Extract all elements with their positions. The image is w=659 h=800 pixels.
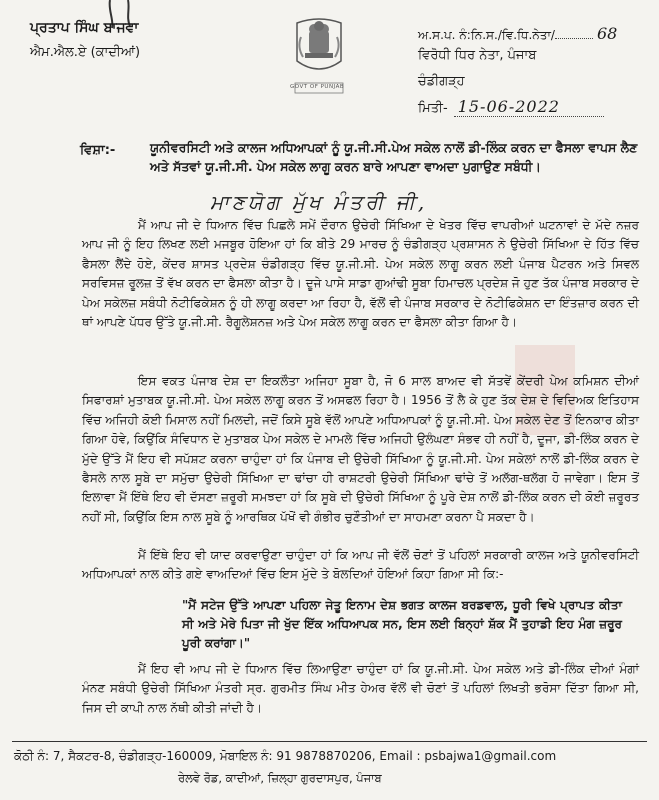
body-paragraph-3-text: ਮੈਂ ਇੱਥੇ ਇਹ ਵੀ ਯਾਦ ਕਰਵਾਉਣਾ ਚਾਹੁੰਦਾ ਹਾਂ ਕਿ ਆਪ ਜੀ ਵੱਲੋਂ ਚੋਣਾਂ ਤੋਂ ਪਹਿਲਾਂ ਸਰਕਾਰੀ ਕਾਲਜ ਅਤੇ ਯੂਨੀਵਰਸਿਟੀ ਅਧਿਆਪਕਾਂ ਨਾਲ ਕੀਤੇ ਗਏ ਵਾਅਦਿਆਂ ਵਿੱਚ ਇਸ ਮੁੱਦੇ ਤੇ ਬੋਲਦਿਆਂ ਹੋਇਆਂ ਕਿਹਾ ਗਿਆ ਸੀ ਕਿ:-: [82, 548, 639, 582]
date-label: ਮਿਤੀ: [418, 101, 443, 116]
footer-address: ਕੋਠੀ ਨੰ: 7, ਸੈਕਟਰ-8, ਚੰਡੀਗੜ੍ਹ-160009, ਮੋਬਾਇਲ ਨੰ: 91 9878870206, Email : psbajwa1@gmail.com: [14, 749, 557, 763]
body-paragraph-2: [82, 372, 639, 527]
reference-label: ਅ.ਸ.ਪ. ਨੰ:ਨਿ.ਸ./ਵਿ.ਧਿ.ਨੇਤਾ/: [418, 28, 555, 42]
body-paragraph-1: [82, 216, 639, 332]
emblem-caption: GOVT OF PUNJAB: [290, 84, 345, 90]
subject-label: ਵਿਸ਼ਾ:-: [80, 143, 116, 158]
date-value: 15-06-2022: [457, 97, 560, 116]
body-paragraph-3: [82, 546, 639, 585]
footer-address-2: ਰੇਲਵੇ ਰੋਡ, ਕਾਦੀਆਂ, ਜ਼ਿਲ੍ਹਾ ਗੁਰਦਾਸਪੁਰ, ਪੰਜਾਬ: [178, 771, 382, 785]
sender-designation: ਐਮ.ਐਲ.ਏ (ਕਾਦੀਆਂ): [30, 45, 141, 60]
date-underline: [454, 116, 604, 117]
sender-name: ਪ੍ਰਤਾਪ ਸਿੰਘ ਬਾਜਵਾ: [30, 20, 139, 36]
quoted-promise: "ਮੈਂ ਸਟੇਜ ਉੱਤੇ ਆਪਣਾ ਪਹਿਲਾ ਜੇਤੂ ਇਨਾਮ ਦੇਸ਼ ਭਗਤ ਕਾਲਜ ਬਰਡਵਾਲ, ਧੂਰੀ ਵਿਖੇ ਪ੍ਰਾਪਤ ਕੀਤਾ ਸੀ ਅਤੇ ਮੇਰੇ ਪਿਤਾ ਜੀ ਖੁੱਦ ਇੱਕ ਅਧਿਆਪਕ ਸਨ, ਇਸ ਲਈ ਬਿਨ੍ਹਾਂ ਸ਼ੱਕ ਮੈਂ ਤੁਹਾਡੀ ਇਹ ਮੰਗ ਜ਼ਰੂਰ ਪੂਰੀ ਕਰਾਂਗਾ।": [182, 598, 622, 650]
footer-divider: [12, 741, 647, 742]
body-paragraph-1-text: ਮੈਂ ਆਪ ਜੀ ਦੇ ਧਿਆਨ ਵਿੱਚ ਪਿਛਲੇ ਸਮੇਂ ਦੌਰਾਨ ਉਚੇਰੀ ਸਿੱਖਿਆ ਦੇ ਖੇਤਰ ਵਿੱਚ ਵਾਪਰੀਆਂ ਘਟਨਾਵਾਂ ਦੇ ਮੱਦੇ ਨਜ਼ਰ ਆਪ ਜੀ ਨੂੰ ਇਹ ਲਿਖਣ ਲਈ ਮਜਬੂਰ ਹੋਇਆ ਹਾਂ ਕਿ ਬੀਤੇ 29 ਮਾਰਚ ਨੂੰ ਚੰਡੀਗੜ੍ਹ ਪ੍ਰਸ਼ਾਸਨ ਨੇ ਉਚੇਰੀ ਸਿੱਖਿਆ ਦੇ ਹਿੱਤ ਵਿੱਚ ਫੈਸਲਾ ਲੈਂਦੇ ਹੋਏ, ਕੇਂਦਰ ਸ਼ਾਸਤ ਪ੍ਰਦੇਸ਼ ਚੰਡੀਗੜ੍ਹ ਵਿੱਚ ਯੂ.ਜੀ.ਸੀ. ਪੇਅ ਸਕੇਲ ਲਾਗੂ ਕਰਨ ਲਈ ਪੰਜਾਬ ਪੈਟਰਨ ਅਤੇ ਸਿਵਲ ਸਰਵਿਸਜ਼ ਰੂਲਜ਼ ਤੋਂ ਵੱਖ ਕਰਨ ਦਾ ਫੈਸਲਾ ਕੀਤਾ ਹੈ। ਦੂਜੇ ਪਾਸੇ ਸਾਡਾ ਗੁਆਂਢੀ ਸੂਬਾ ਹਿਮਾਚਲ ਪ੍ਰਦੇਸ਼ ਜੋ ਹੁਣ ਤੱਕ ਪੰਜਾਬ ਸਰਕਾਰ ਦੇ ਪੇਅ ਸਕੇਲਜ਼ ਸਬੰਧੀ ਨੋਟੀਫਿਕੇਸ਼ਨ ਨੂੰ ਹੀ ਲਾਗੂ ਕਰਦਾ ਆ ਰਿਹਾ ਹੈ, ਵੱਲੋਂ ਵੀ ਪੰਜਾਬ ਸਰਕਾਰ ਦੇ ਨੋਟੀਫਿਕੇਸ਼ਨ ਦਾ ਇੰਤਜ਼ਾਰ ਕਰਨ ਦੀ ਥਾਂ ਆਪਣੇ ਪੱਧਰ ਉੱਤੇ ਯੂ.ਜੀ.ਸੀ. ਰੈਗੂਲੇਸ਼ਨਜ਼ ਅਤੇ ਪੇਅ ਸਕੇਲ ਲਾਗੂ ਕਰਨ ਦਾ ਫੈਸਲਾ ਕੀਤਾ ਗਿਆ ਹੈ।: [82, 218, 639, 330]
body-paragraph-4-text: ਮੈਂ ਇਹ ਵੀ ਆਪ ਜੀ ਦੇ ਧਿਆਨ ਵਿੱਚ ਲਿਆਉਣਾ ਚਾਹੁੰਦਾ ਹਾਂ ਕਿ ਯੂ.ਜੀ.ਸੀ. ਪੇਅ ਸਕੇਲ ਅਤੇ ਡੀ-ਲਿੰਕ ਦੀਆਂ ਮੰਗਾਂ ਮੰਨਣ ਸਬੰਧੀ ਉਚੇਰੀ ਸਿੱਖਿਆ ਮੰਤਰੀ ਸ੍ਰ. ਗੁਰਮੀਤ ਸਿੰਘ ਮੀਤ ਹੇਅਰ ਵੱਲੋਂ ਵੀ ਚੋਣਾਂ ਤੋਂ ਪਹਿਲਾਂ ਲਿਖਤੀ ਭਰੋਸਾ ਦਿੱਤਾ ਗਿਆ ਸੀ, ਜਿਸ ਦੀ ਕਾਪੀ ਨਾਲ ਨੱਥੀ ਕੀਤੀ ਜਾਂਦੀ ਹੈ।: [82, 662, 639, 715]
date-line: ਮਿਤੀ- 15-06-2022: [418, 97, 560, 116]
body-paragraph-2-text: ਇਸ ਵਕਤ ਪੰਜਾਬ ਦੇਸ਼ ਦਾ ਇਕਲੌਤਾ ਅਜਿਹਾ ਸੂਬਾ ਹੈ, ਜੋ 6 ਸਾਲ ਬਾਅਦ ਵੀ ਸੱਤਵੇਂ ਕੇਂਦਰੀ ਪੇਅ ਕਮਿਸ਼ਨ ਦੀਆਂ ਸਿਫਾਰਸ਼ਾਂ ਮੁਤਾਬਕ ਯੂ.ਜੀ.ਸੀ. ਪੇਅ ਸਕੇਲ ਲਾਗੂ ਕਰਨ ਤੋਂ ਅਸਫਲ ਰਿਹਾ ਹੈ। 1956 ਤੋਂ ਲੈ ਕੇ ਹੁਣ ਤੱਕ ਦੇਸ਼ ਦੇ ਵਿਦਿਅਕ ਇਤਿਹਾਸ ਵਿੱਚ ਅਜਿਹੀ ਕੋਈ ਮਿਸਾਲ ਨਹੀਂ ਮਿਲਦੀ, ਜਦੋਂ ਕਿਸੇ ਸੂਬੇ ਵੱਲੋਂ ਆਪਣੇ ਅਧਿਆਪਕਾਂ ਨੂੰ ਯੂ.ਜੀ.ਸੀ. ਪੇਅ ਸਕੇਲ ਦੇਣ ਤੋਂ ਇਨਕਾਰ ਕੀਤਾ ਗਿਆ ਹੋਵੇ, ਕਿਉਂਕਿ ਸੰਵਿਧਾਨ ਦੇ ਮੁਤਾਬਕ ਪੇਅ ਸਕੇਲ ਦੇ ਮਾਮਲੇ ਵਿੱਚ ਅਜਿਹੀ ਉਲੰਘਣਾ ਸੰਭਵ ਹੀ ਨਹੀਂ ਹੈ, ਦੂਜਾ, ਡੀ-ਲਿੰਕ ਕਰਨ ਦੇ ਮੁੱਦੇ ਉੱਤੇ ਮੈਂ ਇਹ ਵੀ ਸਪੱਸ਼ਟ ਕਰਨਾ ਚਾਹੁੰਦਾ ਹਾਂ ਕਿ ਪੰਜਾਬ ਦੀ ਉਚੇਰੀ ਸਿੱਖਿਆ ਨੂੰ ਯੂ.ਜੀ.ਸੀ. ਪੇਅ ਸਕੇਲਾਂ ਨਾਲੋਂ ਡੀ-ਲਿੰਕ ਕਰਨ ਦੇ ਫੈਸਲੇ ਨਾਲ ਸੂਬੇ ਦਾ ਸਮੁੱਚਾ ਉਚੇਰੀ ਸਿੱਖਿਆ ਦਾ ਢਾਂਚਾ ਹੀ ਰਾਸ਼ਟਰੀ ਉਚੇਰੀ ਸਿੱਖਿਆ ਢਾਂਚੇ ਤੋਂ ਅਲੱਗ-ਥਲੱਗ ਹੋ ਜਾਵੇਗਾ। ਇਸ ਤੋਂ ਇਲਾਵਾ ਮੈਂ ਇੱਥੇ ਇਹ ਵੀ ਦੱਸਣਾ ਜ਼ਰੂਰੀ ਸਮਝਦਾ ਹਾਂ ਕਿ ਸੂਬੇ ਦੀ ਉਚੇਰੀ ਸਿੱਖਿਆ ਨੂੰ ਪੂਰੇ ਦੇਸ਼ ਨਾਲੋਂ ਡੀ-ਲਿੰਕ ਕਰਨ ਦੀ ਕੋਈ ਜ਼ਰੂਰਤ ਨਹੀਂ ਸੀ, ਕਿਉਂਕਿ ਇਸ ਨਾਲ ਸੂਬੇ ਨੂੰ ਆਰਥਿਕ ਪੱਖੋਂ ਵੀ ਗੰਭੀਰ ਚੁਣੌਤੀਆਂ ਦਾ ਸਾਹਮਣਾ ਕਰਨਾ ਪੈ ਸਕਦਾ ਹੈ।: [82, 374, 639, 524]
subject-text: ਯੂਨੀਵਰਸਿਟੀ ਅਤੇ ਕਾਲਜ ਅਧਿਆਪਕਾਂ ਨੂੰ ਯੂ.ਜੀ.ਸੀ.ਪੇਅ ਸਕੇਲ ਨਾਲੋਂ ਡੀ-ਲਿੰਕ ਕਰਨ ਦਾ ਫੈਸਲਾ ਵਾਪਸ ਲੈਣ ਅਤੇ ਸੱਤਵਾਂ ਯੂ.ਜੀ.ਸੀ. ਪੇਅ ਸਕੇਲ ਲਾਗੂ ਕਰਨ ਬਾਰੇ ਆਪਣਾ ਵਾਅਦਾ ਪੁਗਾਉਣ ਸਬੰਧੀ।: [150, 140, 638, 174]
body-paragraph-4: [82, 660, 639, 718]
handwritten-salutation: ਮਾਣਯੋਗ ਮੁੱਖ ਮੰਤਰੀ ਜੀ,: [210, 190, 428, 214]
office-title: ਵਿਰੋਧੀ ਧਿਰ ਨੇਤਾ, ਪੰਜਾਬ: [418, 48, 537, 63]
office-city: ਚੰਡੀਗੜ੍ਹ: [418, 74, 465, 89]
reference-number: 68: [596, 24, 618, 43]
reference-line: [418, 24, 617, 43]
